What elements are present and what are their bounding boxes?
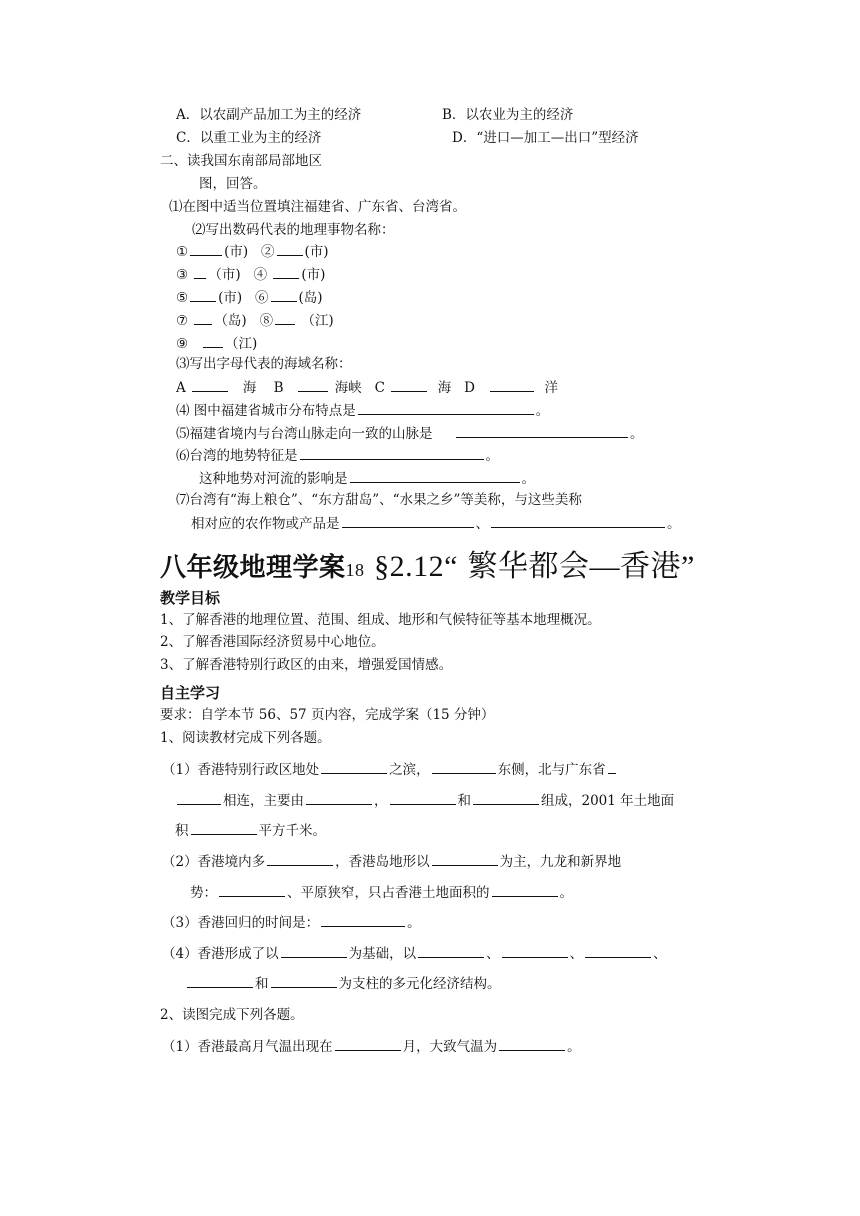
goal-1: 1、了解香港的地理位置、范围、组成、地形和气候特征等基本地理概况。 — [160, 612, 601, 628]
blank[interactable] — [432, 852, 498, 866]
answer-row-4: ⑦ （岛) ⑧ （江) — [176, 313, 334, 329]
blank[interactable] — [350, 469, 520, 483]
blank[interactable] — [358, 401, 534, 415]
part2-title-cont: 图，回答。 — [199, 176, 267, 192]
blank[interactable] — [273, 265, 299, 279]
goal-2: 2、了解香港国际经济贸易中心地位。 — [160, 634, 385, 650]
question-1: ⑴在图中适当位置填注福建省、广东省、台湾省。 — [169, 199, 466, 215]
answer-row-3: ⑤ (市) ⑥ (岛) — [176, 290, 323, 306]
question-7: ⑺台湾有“海上粮仓”、“东方甜岛”、“水果之乡”等美称，与这些美称 — [176, 492, 582, 508]
goals-heading: 教学目标 — [160, 589, 221, 607]
study-q1-line2: 相连，主要由 ， 和 组成，2001 年土地面 — [175, 791, 674, 810]
blank[interactable] — [306, 791, 372, 805]
answer-row-1: ① (市) ② (市) — [176, 244, 329, 260]
blank[interactable] — [300, 446, 484, 460]
question-3: ⑶写出字母代表的海域名称： — [176, 356, 352, 372]
blank[interactable] — [492, 883, 558, 897]
blank[interactable] — [219, 883, 285, 897]
study-section-1: 1、阅读教材完成下列各题。 — [160, 730, 331, 746]
blank[interactable] — [194, 265, 206, 279]
study-requirement: 要求：自学本节 56、57 页内容，完成学案（15 分钟） — [160, 707, 495, 723]
question-6: ⑹台湾的地势特征是 。 — [176, 448, 499, 464]
part2-title: 二、读我国东南部局部地区 — [160, 153, 322, 169]
blank[interactable] — [177, 791, 221, 805]
study-q2: （2）香港境内多 ，香港岛地形以 为主，九龙和新界地 — [162, 854, 622, 870]
blank[interactable] — [271, 974, 337, 988]
blank[interactable] — [271, 288, 297, 302]
blank[interactable] — [187, 974, 253, 988]
study-q4: （4）香港形成了以 为基础，以 、 、 、 — [162, 946, 667, 962]
question-6b: 这种地势对河流的影响是 。 — [199, 471, 535, 487]
sea-row: A 海 B 海峡 C 海 D 洋 — [176, 380, 558, 396]
blank[interactable] — [491, 514, 665, 528]
question-4: ⑷ 图中福建省城市分布特点是 。 — [176, 403, 550, 419]
option-c: C．以重工业为主的经济 — [176, 130, 322, 146]
blank[interactable] — [335, 1037, 401, 1051]
blank[interactable] — [194, 311, 212, 325]
question-7b: 相对应的农作物或产品是 、 。 — [191, 516, 681, 532]
blank[interactable] — [432, 760, 496, 774]
blank[interactable] — [267, 852, 333, 866]
blank[interactable] — [502, 944, 568, 958]
question-5: ⑸福建省境内与台湾山脉走向一致的山脉是 。 — [176, 426, 644, 442]
blank[interactable] — [190, 288, 216, 302]
blank[interactable] — [585, 944, 651, 958]
blank[interactable] — [456, 424, 628, 438]
study-section-2: 2、读图完成下列各题。 — [160, 1007, 304, 1023]
blank[interactable] — [499, 1037, 565, 1051]
question-2: ⑵写出数码代表的地理事物名称： — [192, 222, 395, 238]
blank[interactable] — [490, 378, 534, 392]
lesson-title: 八年级地理学案18 §2.12“ 繁华都会—香港” — [160, 550, 695, 583]
option-b: B．以农业为主的经济 — [442, 107, 574, 123]
blank[interactable] — [191, 821, 257, 835]
option-d: D．“进口—加工—出口”型经济 — [452, 130, 639, 146]
option-a: A．以农副产品加工为主的经济 — [176, 107, 362, 123]
goal-3: 3、了解香港特别行政区的由来，增强爱国情感。 — [160, 657, 453, 673]
blank[interactable] — [390, 791, 456, 805]
blank[interactable] — [391, 378, 427, 392]
blank[interactable] — [342, 514, 474, 528]
blank[interactable] — [473, 791, 539, 805]
blank[interactable] — [190, 242, 222, 256]
blank[interactable] — [298, 378, 328, 392]
blank[interactable] — [321, 913, 405, 927]
study-q5: （1）香港最高月气温出现在 月，大致气温为 。 — [162, 1039, 581, 1055]
blank[interactable] — [418, 944, 484, 958]
blank[interactable] — [277, 242, 303, 256]
answer-row-2: ③ （市) ④ (市) — [176, 267, 326, 283]
study-q1-line3: 积 平方千米。 — [175, 823, 326, 839]
study-q2-line2: 势： 、平原狭窄，只占香港土地面积的 。 — [190, 885, 573, 901]
blank[interactable] — [281, 944, 347, 958]
answer-row-5: ⑨ （江) — [176, 336, 258, 352]
blank[interactable] — [192, 378, 228, 392]
blank[interactable] — [203, 334, 223, 348]
study-q1: （1）香港特别行政区地处 之滨， 东侧，北与广东省 — [162, 760, 618, 779]
study-heading: 自主学习 — [160, 684, 221, 702]
blank[interactable] — [321, 760, 387, 774]
study-q3: （3）香港回归的时间是： 。 — [162, 915, 421, 931]
blank[interactable] — [608, 760, 616, 774]
blank[interactable] — [275, 311, 295, 325]
study-q4-line2: 和 为支柱的多元化经济结构。 — [185, 974, 501, 993]
